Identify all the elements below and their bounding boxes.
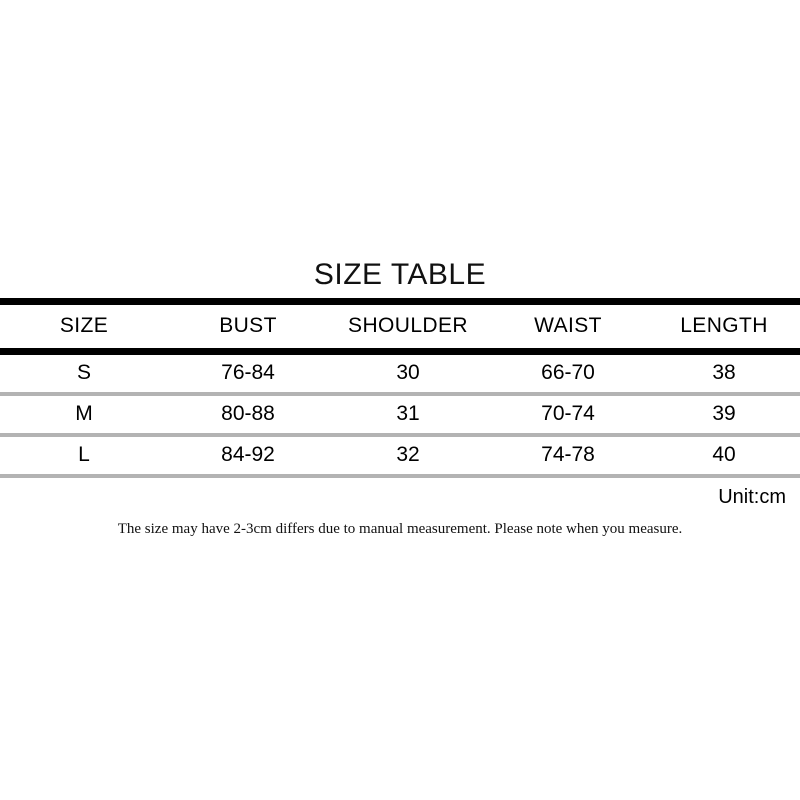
- cell-shoulder: 30: [396, 361, 420, 384]
- cell-size: L: [78, 443, 90, 466]
- cell-bust: 84-92: [221, 443, 275, 466]
- cell-shoulder: 32: [396, 443, 420, 466]
- column-header-waist: WAIST: [534, 314, 602, 337]
- size-table-row-s: [0, 355, 800, 392]
- cell-waist: 74-78: [541, 443, 595, 466]
- unit-label: Unit:cm: [718, 486, 786, 508]
- cell-length: 40: [712, 443, 736, 466]
- cell-length: 39: [712, 402, 736, 425]
- column-header-size: SIZE: [59, 314, 109, 337]
- size-table-row-m: [0, 396, 800, 433]
- divider-top-thick: [0, 298, 800, 305]
- table-row: [0, 355, 800, 392]
- size-table-row-l: [0, 437, 800, 474]
- cell-waist: 70-74: [541, 402, 595, 425]
- size-table-block: [0, 258, 800, 538]
- table-row: [0, 396, 800, 433]
- column-header-shoulder: SHOULDER: [348, 314, 468, 337]
- cell-waist: 66-70: [541, 361, 595, 384]
- cell-size: M: [75, 402, 93, 425]
- size-table: [0, 305, 800, 348]
- cell-bust: 76-84: [221, 361, 275, 384]
- cell-size: S: [76, 361, 91, 384]
- measurement-note: The size may have 2-3cm differs due to manual measurement. Please note when you measure.: [117, 521, 683, 537]
- table-header-row: [0, 305, 800, 348]
- cell-length: 38: [712, 361, 736, 384]
- table-row: [0, 437, 800, 474]
- divider-header-thick: [0, 348, 800, 355]
- cell-bust: 80-88: [221, 402, 275, 425]
- column-header-bust: BUST: [219, 314, 277, 337]
- cell-shoulder: 31: [396, 402, 420, 425]
- column-header-length: LENGTH: [680, 314, 768, 337]
- page-title: SIZE TABLE: [313, 258, 487, 291]
